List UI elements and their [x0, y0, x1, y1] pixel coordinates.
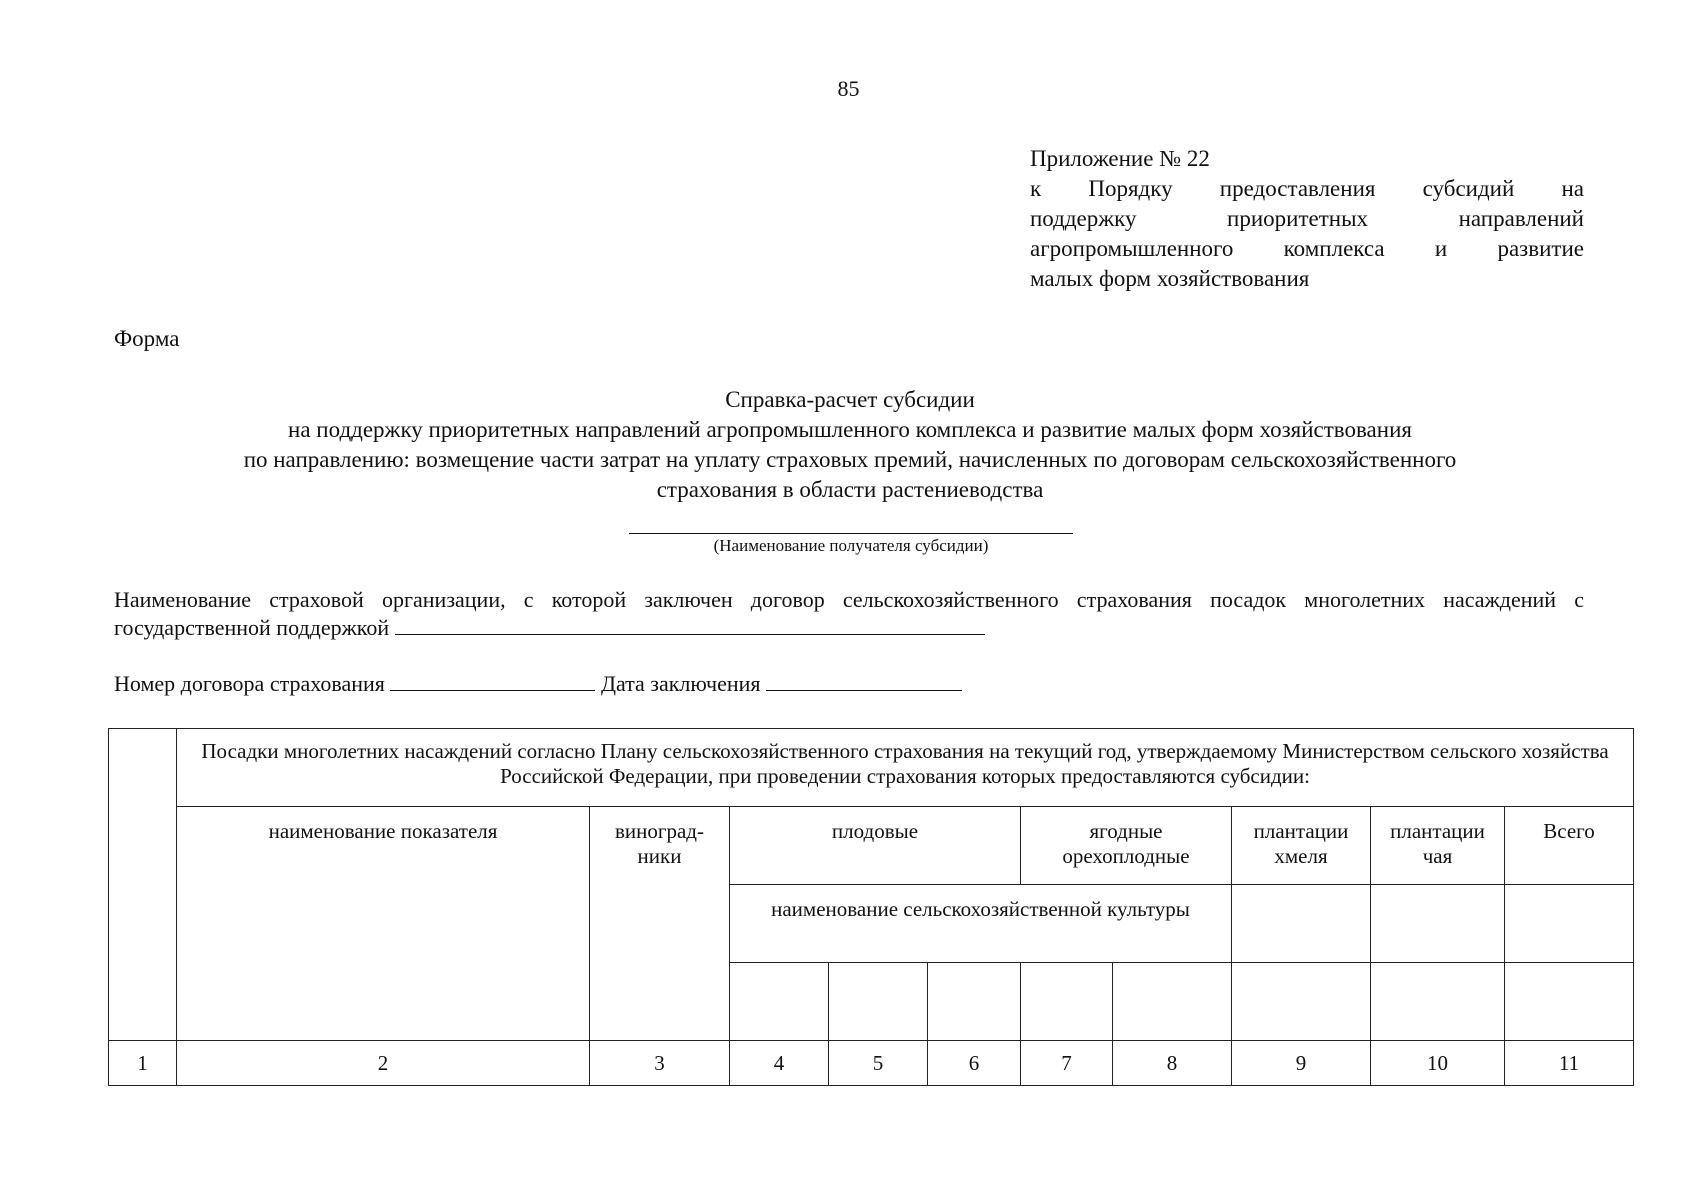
column-number-cell: 2 [177, 1041, 590, 1086]
appendix-line: малых форм хозяйствования [1030, 266, 1310, 291]
crop-cell[interactable] [928, 963, 1021, 1041]
appendix-line: агропромышленного комплекса и развитие [1030, 236, 1584, 261]
crop-cell[interactable] [1371, 963, 1505, 1041]
empty-cell[interactable] [1505, 885, 1634, 963]
column-number-cell: 6 [928, 1041, 1021, 1086]
crop-name-header: наименование сельскохозяйственной культуры [730, 885, 1232, 963]
contract-date-field[interactable] [766, 670, 962, 691]
insurer-section [114, 586, 1584, 642]
table-header: Посадки многолетних насаждений согласно Плану сельскохозяйственного страхования на текущий год, утверждаемому Министерством сельского хозяйства Российской Федерации, при проведении страхования которых предоставляются субсидии: [177, 729, 1634, 807]
column-number-cell: 5 [829, 1041, 928, 1086]
empty-cell[interactable] [1371, 885, 1505, 963]
title-line: по направлению: возмещение части затрат на уплату страховых премий, начисленных по договорам сельскохозяйственного [243, 447, 1457, 472]
recipient-name-field[interactable] [629, 533, 1073, 534]
appendix-line: поддержку приоритетных направлений [1030, 206, 1584, 231]
recipient-caption: (Наименование получателя субсидии) [713, 536, 989, 555]
column-number-cell: 10 [1371, 1041, 1505, 1086]
document-title [100, 385, 1600, 505]
column-number-cell: 11 [1505, 1041, 1634, 1086]
form-label: Форма [114, 326, 180, 351]
col-vineyards-header: виноград-ники [590, 807, 730, 1041]
column-number-cell: 9 [1232, 1041, 1371, 1086]
appendix-block [1030, 144, 1584, 294]
insurer-label-cont [114, 614, 1584, 642]
contract-number-field[interactable] [390, 670, 595, 691]
column-number-cell: 3 [590, 1041, 730, 1086]
crop-cell[interactable] [829, 963, 928, 1041]
column-number-cell: 7 [1021, 1041, 1113, 1086]
crop-cell[interactable] [730, 963, 829, 1041]
title-line: Справка-расчет субсидии [725, 387, 975, 412]
subsidy-table [108, 728, 1634, 1086]
crop-cell[interactable] [1505, 963, 1634, 1041]
col-total-header: Всего [1505, 807, 1634, 885]
insurer-name-field[interactable] [395, 614, 985, 635]
insurer-label-end: государственной поддержкой [114, 615, 390, 640]
appendix-title: Приложение № 22 [1030, 146, 1210, 171]
column-number-cell: 4 [730, 1041, 829, 1086]
insurer-label: Наименование страховой организации, с которой заключен договор сельскохозяйственного страхования посадок многолетних насаждений с [114, 587, 1584, 612]
crop-cell[interactable] [1232, 963, 1371, 1041]
row-number-header-cell [109, 729, 177, 1041]
contract-date-label: Дата заключения [600, 671, 761, 696]
crop-cell[interactable] [1021, 963, 1113, 1041]
col-hops-header: плантации хмеля [1232, 807, 1371, 885]
col-berry-header: ягодные орехоплодные [1021, 807, 1232, 885]
title-line: на поддержку приоритетных направлений агропромышленного комплекса и развитие малых форм хозяйствования [288, 417, 1412, 442]
contract-number-label: Номер договора страхования [114, 671, 385, 696]
empty-cell[interactable] [1232, 885, 1371, 963]
col-tea-header: плантации чая [1371, 807, 1505, 885]
contract-section [114, 670, 962, 698]
page-number: 85 [837, 76, 860, 101]
col-indicator-header: наименование показателя [177, 807, 590, 1041]
appendix-line: к Порядку предоставления субсидий на [1030, 176, 1584, 201]
column-number-cell: 1 [109, 1041, 177, 1086]
crop-cell[interactable] [1113, 963, 1232, 1041]
title-line: страхования в области растениеводства [656, 477, 1044, 502]
column-number-cell: 8 [1113, 1041, 1232, 1086]
col-fruit-header: плодовые [730, 807, 1021, 885]
